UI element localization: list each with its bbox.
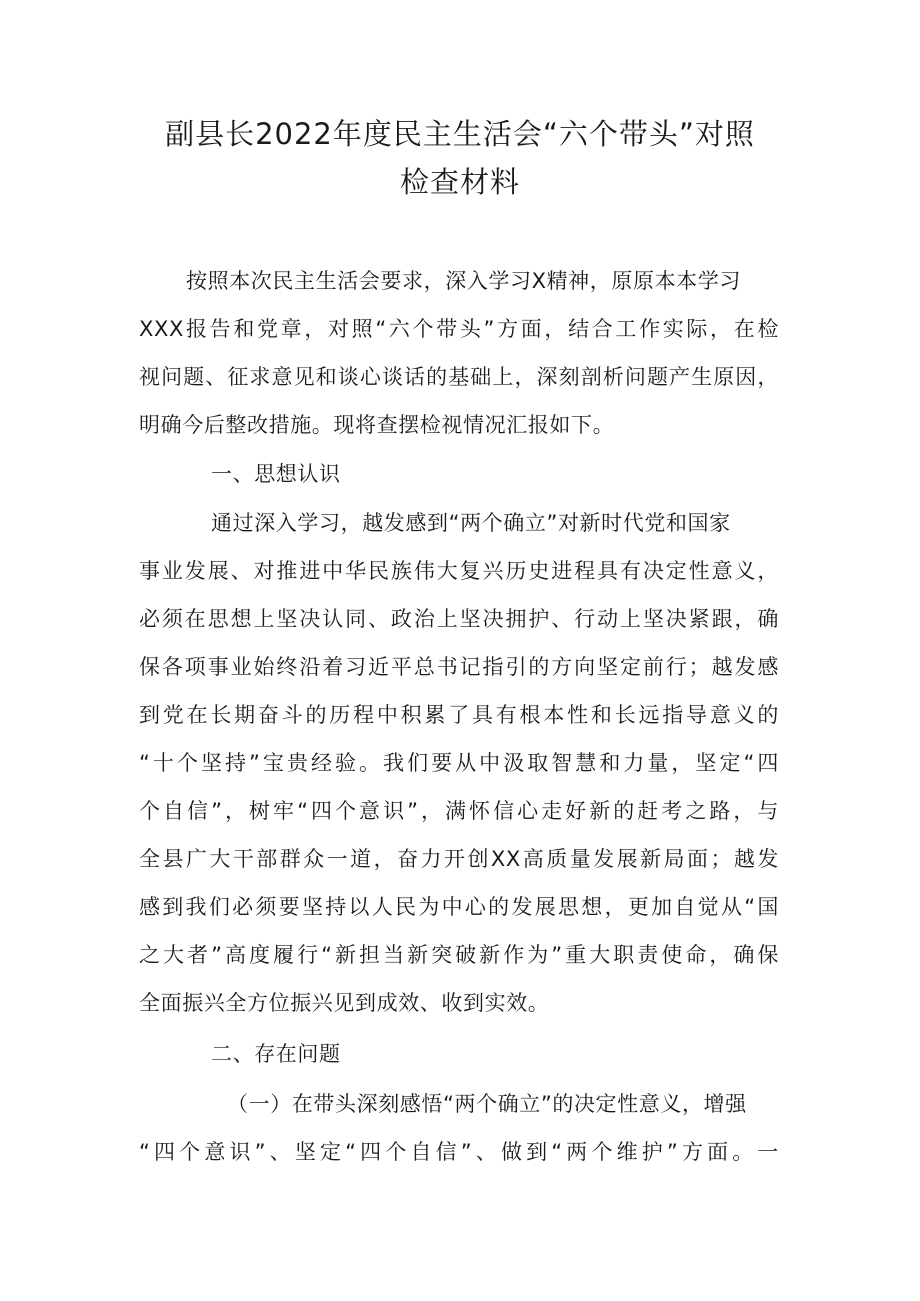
intro-line: 按照本次民主生活会要求，深入学习X精神，原原本本学习: [186, 269, 741, 293]
section1-line: 通过深入学习，越发感到“两个确立”对新时代党和国家: [211, 511, 731, 535]
title-line-2: 检查材料: [399, 165, 520, 199]
intro-line: 视问题、征求意见和谈心谈话的基础上，深刻剖析问题产生原因，: [139, 365, 779, 389]
section1-line: 全县广大干部群众一道，奋力开创XX高质量发展新局面；越发: [139, 847, 779, 871]
intro-line: XXX报告和党章，对照“六个带头”方面，结合工作实际，在检: [139, 317, 779, 341]
document-title: [120, 111, 800, 205]
section1-line: 感到我们必须要坚持以人民为中心的发展思想，更加自觉从“国: [139, 895, 779, 919]
section2-line: （一）在带头深刻感悟“两个确立”的决定性意义，增强: [227, 1092, 747, 1116]
title-line-1: 副县长2022年度民主生活会“六个带头”对照: [165, 117, 755, 151]
section1-line: 事业发展、对推进中华民族伟大复兴历史进程具有决定性意义，: [139, 559, 779, 583]
section1-line: 之大者”高度履行“新担当新突破新作为”重大职责使命，确保: [139, 943, 779, 967]
section1-line: 个自信”，树牢“四个意识”，满怀信心走好新的赶考之路，与: [139, 799, 779, 823]
section-heading: 二、存在问题: [211, 1042, 341, 1066]
section1-line: 必须在思想上坚决认同、政治上坚决拥护、行动上坚决紧跟，确: [139, 607, 779, 631]
section-heading: 一、思想认识: [211, 462, 341, 486]
section1-line: 到党在长期奋斗的历程中积累了具有根本性和长远指导意义的: [139, 703, 779, 727]
intro-line: 明确今后整改措施。现将查摆检视情况汇报如下。: [139, 413, 615, 437]
section1-line: 全面振兴全方位振兴见到成效、收到实效。: [139, 991, 550, 1015]
section1-line: “十个坚持”宝贵经验。我们要从中汲取智慧和力量，坚定“四: [139, 751, 779, 775]
section2-line: “四个意识”、坚定“四个自信”、做到“两个维护”方面。一: [139, 1140, 779, 1164]
section1-line: 保各项事业始终沿着习近平总书记指引的方向坚定前行；越发感: [139, 655, 779, 679]
